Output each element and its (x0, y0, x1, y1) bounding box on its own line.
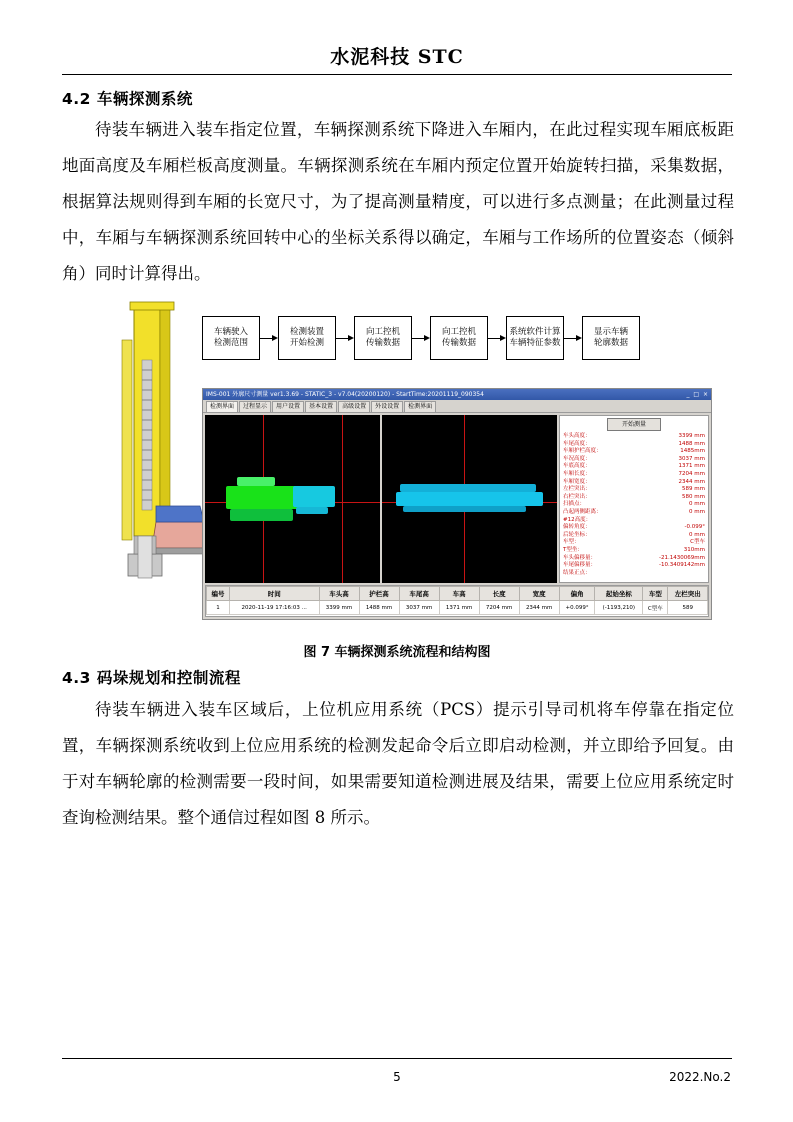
readout-key: 车尾高度： (563, 440, 591, 447)
readout-key: 扫描点： (563, 501, 586, 508)
header-divider (62, 74, 732, 75)
window-titlebar (203, 389, 711, 400)
readout-row (563, 448, 705, 456)
flow-step-3 (354, 316, 412, 360)
col-left-protrusion: 左栏突出 (668, 587, 708, 601)
readout-value: -21.1430069mm (659, 554, 705, 561)
readout-value: 0 mm (689, 531, 705, 538)
readout-key: 后轮坐标： (563, 531, 591, 538)
tab-bar (203, 400, 711, 413)
col-head-height: 车头高 (319, 587, 359, 601)
flow-arrow-1 (260, 333, 278, 343)
flow-step-6 (582, 316, 640, 360)
section-heading-4-3: 4.3 码垛规划和控制流程 (62, 669, 241, 687)
cell-tail-height: 3037 mm (399, 601, 439, 615)
col-length: 长度 (479, 587, 519, 601)
readout-row (563, 555, 705, 563)
flow-step-4-line1: 向工控机 传输数据 (441, 327, 476, 348)
readout-value: 1371 mm (678, 463, 705, 470)
col-width: 宽度 (519, 587, 559, 601)
readout-value: -0.099° (684, 524, 705, 531)
readout-value: 0 mm (689, 508, 705, 515)
readout-key: T型坐： (563, 546, 583, 553)
readout-row (563, 471, 705, 479)
readout-row (563, 562, 705, 570)
measurement-readout-panel (559, 415, 709, 583)
col-angle: 偏角 (559, 587, 595, 601)
readout-value: 589 mm (682, 486, 705, 493)
readout-row (563, 570, 705, 578)
cell-head-height: 3399 mm (319, 601, 359, 615)
readout-key: 凸起两侧距离： (563, 508, 602, 515)
col-rail-height: 护栏高 (359, 587, 399, 601)
flow-step-2 (278, 316, 336, 360)
readout-row (563, 524, 705, 532)
readout-key: 车型： (563, 539, 580, 546)
readout-row (563, 463, 705, 471)
window-title: IMS-001 外廓尺寸测量 ver1.3.69 - STATIC_3 - v7.04(20200120) - StartTime:20201119_090354 (206, 391, 484, 398)
cell-height: 1371 mm (439, 601, 479, 615)
point-cloud-view-right[interactable] (382, 415, 557, 583)
section-paragraph-4-3: 待装车辆进入装车区域后，上位机应用系统（PCS）提示引导司机将车停靠在指定位置，车辆探测系统收到上位应用系统的检测发起命令后立即启动检测，并立即给予回复。由于对车辆轮廓的检测需要一段时间，如果需要知道检测进展及结果，需要上位应用系统定时查询检测结果。整个通信过程如图 8 所示。 (62, 700, 734, 827)
tab-detection-view[interactable]: 检测界面 (206, 401, 238, 412)
point-cloud-view-left[interactable] (205, 415, 380, 583)
col-time: 时间 (229, 587, 319, 601)
cell-rail-height: 1488 mm (359, 601, 399, 615)
readout-key: 车厢护栏高度： (563, 448, 602, 455)
readout-key: 车头高度： (563, 433, 591, 439)
cell-id: 1 (207, 601, 230, 615)
flow-arrow-5 (564, 333, 582, 343)
figure-caption: 图 7 车辆探测系统流程和结构图 (303, 645, 491, 660)
cell-angle: +0.099° (559, 601, 595, 615)
flow-step-3-line1: 向工控机 传输数据 (365, 327, 400, 348)
cell-time: 2020-11-19 17:16:03 ... (229, 601, 319, 615)
cell-start-coord: (-1193,210) (595, 601, 643, 615)
readout-key: 车况高度： (563, 455, 591, 462)
col-id: 编号 (207, 587, 230, 601)
readout-key: 左栏突出： (563, 486, 591, 493)
flow-step-5-line1: 系统软件计算 车辆特征参数 (509, 327, 561, 348)
readout-key: 车头偏移量： (563, 554, 597, 561)
flow-step-2-line1: 检测装置 开始检测 (289, 327, 324, 348)
readout-value: 3399 mm (678, 433, 705, 439)
col-tail-height: 车尾高 (399, 587, 439, 601)
tab-process-display[interactable]: 过程显示 (239, 401, 271, 412)
readout-value: 3037 mm (678, 455, 705, 462)
readout-key: 车底高度： (563, 463, 591, 470)
issue-label: 2022.No.2 (669, 1070, 731, 1084)
col-vehicle-type: 车型 (643, 587, 668, 601)
section-paragraph-4-2: 待装车辆进入装车指定位置，车辆探测系统下降进入车厢内，在此过程实现车厢底板距地面高度及车厢栏板高度测量。车辆探测系统在车厢内预定位置开始旋转扫描，采集数据，根据算法规则得到车厢的长宽尺寸，为了提高测量精度，可以进行多点测量；在此测量过程中，车厢与车辆探测系统回转中心的坐标关系得以确定，车厢与工作场所的位置姿态（倾斜角）同时计算得出。 (62, 120, 734, 283)
page-number: 5 (393, 1070, 401, 1084)
tab-advanced-settings[interactable]: 高级设置 (338, 401, 370, 412)
measurement-software-window (202, 388, 712, 620)
readout-row (563, 547, 705, 555)
flow-arrow-2 (336, 333, 354, 343)
readout-value: 1488 mm (678, 440, 705, 447)
readout-row (563, 486, 705, 494)
process-flow-chart (202, 316, 640, 360)
readout-value: 2344 mm (678, 478, 705, 485)
window-controls[interactable]: _ □ × (686, 391, 709, 398)
readout-row (563, 532, 705, 540)
flow-arrow-3 (412, 333, 430, 343)
col-start-coord: 起始坐标 (595, 587, 643, 601)
software-body (203, 413, 711, 585)
readout-row (563, 539, 705, 547)
readout-row (563, 509, 705, 517)
tab-detection-view-2[interactable]: 检测界面 (404, 401, 436, 412)
cell-length: 7204 mm (479, 601, 519, 615)
tab-user-settings[interactable]: 用户设置 (272, 401, 304, 412)
tab-peripheral-settings[interactable]: 外设设置 (371, 401, 403, 412)
tab-basic-settings[interactable]: 基本设置 (305, 401, 337, 412)
cell-width: 2344 mm (519, 601, 559, 615)
footer-divider (62, 1058, 732, 1059)
readout-row (563, 433, 705, 441)
readout-value: -10.3409142mm (659, 562, 705, 569)
flow-step-5 (506, 316, 564, 360)
section-heading-4-2: 4.2 车辆探测系统 (62, 90, 193, 108)
readout-value: 0 mm (689, 501, 705, 508)
col-height: 车高 (439, 587, 479, 601)
readout-value: 1485mm (680, 448, 705, 455)
flow-step-4 (430, 316, 488, 360)
readout-value: 310mm (683, 546, 705, 553)
readout-value: C型车 (690, 539, 705, 546)
page-header-title: 水泥科技 STC (330, 46, 464, 68)
table-header-row (207, 587, 708, 601)
readout-row (563, 517, 705, 525)
readout-key: 车尾偏移量： (563, 562, 597, 569)
readout-key: #12高度： (563, 516, 592, 523)
flow-arrow-4 (488, 333, 506, 343)
cell-vehicle-type: C型车 (643, 601, 668, 615)
readout-value: 580 mm (682, 493, 705, 500)
flow-step-1 (202, 316, 260, 360)
cell-left-protrusion: 589 (668, 601, 708, 615)
readout-row (563, 501, 705, 509)
readout-value: 7204 mm (678, 470, 705, 477)
flow-step-6-line1: 显示车辆 轮廓数据 (593, 327, 628, 348)
readout-key: 右栏突出： (563, 493, 591, 500)
readout-key: 偏转角度： (563, 524, 591, 531)
readout-key: 结果正点： (563, 569, 591, 576)
results-table[interactable] (205, 585, 709, 617)
start-measure-button[interactable]: 开始测量 (607, 418, 661, 431)
readout-key: 车厢长度： (563, 470, 591, 477)
flow-step-1-line1: 车辆驶入 检测范围 (213, 327, 248, 348)
readout-key: 车厢宽度： (563, 478, 591, 485)
figure-7 (62, 300, 732, 630)
table-row (207, 601, 708, 615)
